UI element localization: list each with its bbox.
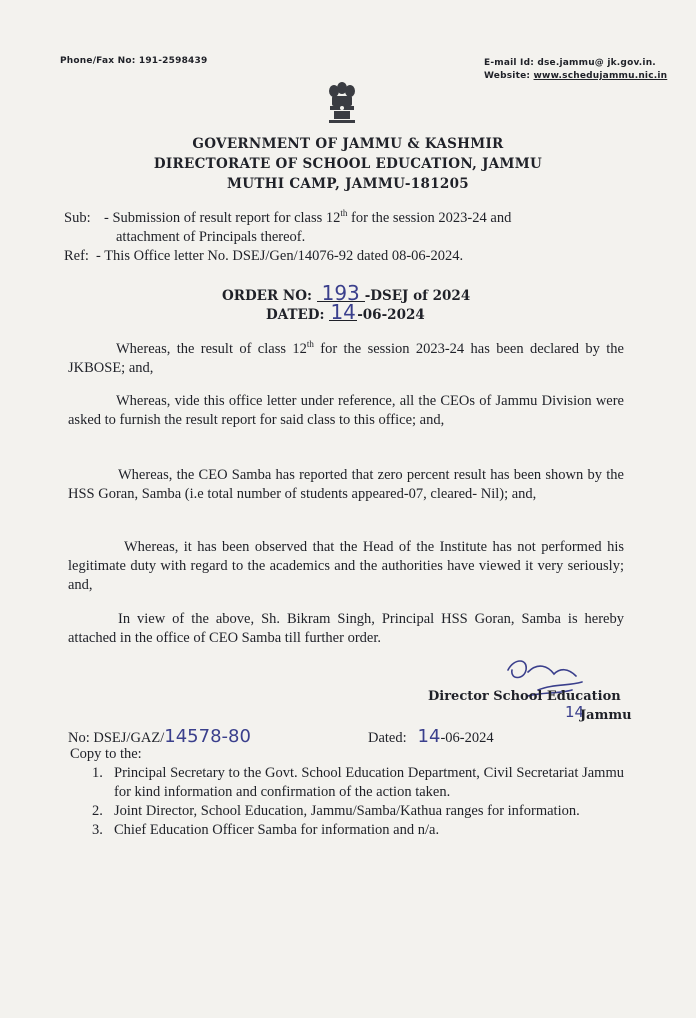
endorsement-date-day: 14: [417, 726, 441, 747]
list-item: 3. Chief Education Officer Samba for information and n/a.: [92, 822, 440, 838]
phone-fax: Phone/Fax No: 191-2598439: [60, 56, 208, 66]
paragraph-3: Whereas, the CEO Samba has reported that zero percent result has been shown by the HSS Goran, Samba (i.e total number of students appeared-07, cleared- Nil); and,: [68, 467, 624, 503]
header-line-3: MUTHI CAMP, JAMMU-181205: [227, 176, 469, 192]
list-item: 2. Joint Director, School Education, Jammu/Samba/Kathua ranges for information.: [92, 803, 580, 819]
email-address: E-mail Id: dse.jammu@ jk.gov.in.: [484, 58, 656, 68]
order-suffix: -DSEJ of 2024: [364, 288, 471, 304]
website: [484, 71, 667, 81]
order-label: ORDER NO:: [222, 288, 312, 304]
paragraph-1: Whereas, the result of class 12th for the session 2023-24 has been declared by the JKBOSE; and,: [68, 339, 624, 377]
order-dated-suffix: -06-2024: [357, 307, 425, 323]
order-dated-day: 14: [330, 300, 356, 324]
order-date-line: [266, 300, 425, 324]
endorsement-date: Dated: 14-06-2024: [368, 726, 494, 747]
list-item: 1. Principal Secretary to the Govt. School Education Department, Civil Secretariat Jammu for kind information and confirmation of the action taken.: [92, 765, 624, 800]
paragraph-5: In view of the above, Sh. Bikram Singh, Principal HSS Goran, Samba is hereby attached in the office of CEO Samba till further order.: [68, 611, 624, 647]
header-line-1: GOVERNMENT OF JAMMU & KASHMIR: [192, 136, 504, 152]
signatory-office: Jammu: [580, 708, 632, 723]
header-line-2: DIRECTORATE OF SCHOOL EDUCATION, JAMMU: [153, 156, 543, 172]
signatory-designation: Director School Education: [428, 689, 621, 704]
order-number: 193: [317, 285, 365, 302]
copy-to-label: Copy to the:: [70, 746, 142, 762]
subject-line-2: attachment of Principals thereof.: [116, 229, 306, 245]
subject-line-1: - Submission of result report for class 12th for the session 2023-24 and: [104, 208, 512, 226]
endorsement-number-value: 14578-80: [164, 726, 251, 747]
paragraph-2: Whereas, vide this office letter under reference, all the CEOs of Jammu Division were asked to furnish the result report for said class to this office; and,: [68, 393, 624, 429]
reference-label: Ref:: [64, 248, 89, 264]
state-emblem-icon: [325, 80, 359, 126]
copy-to-list: [92, 764, 624, 840]
paragraph-4: Whereas, it has been observed that the Head of the Institute has not performed his legitimate duty with regard to the academics and the authorities have viewed it very seriously; and,: [68, 539, 624, 594]
order-dated-label: DATED:: [266, 307, 325, 323]
endorsement-number: No: DSEJ/GAZ/14578-80: [68, 726, 251, 747]
website-url: www.schedujammu.nic.in: [533, 71, 668, 81]
reference-text: - This Office letter No. DSEJ/Gen/14076-92 dated 08-06-2024.: [96, 248, 464, 264]
subject-label: Sub:: [64, 210, 91, 226]
website-label: Website:: [484, 71, 534, 81]
signature-date-initial: 14: [565, 703, 585, 721]
